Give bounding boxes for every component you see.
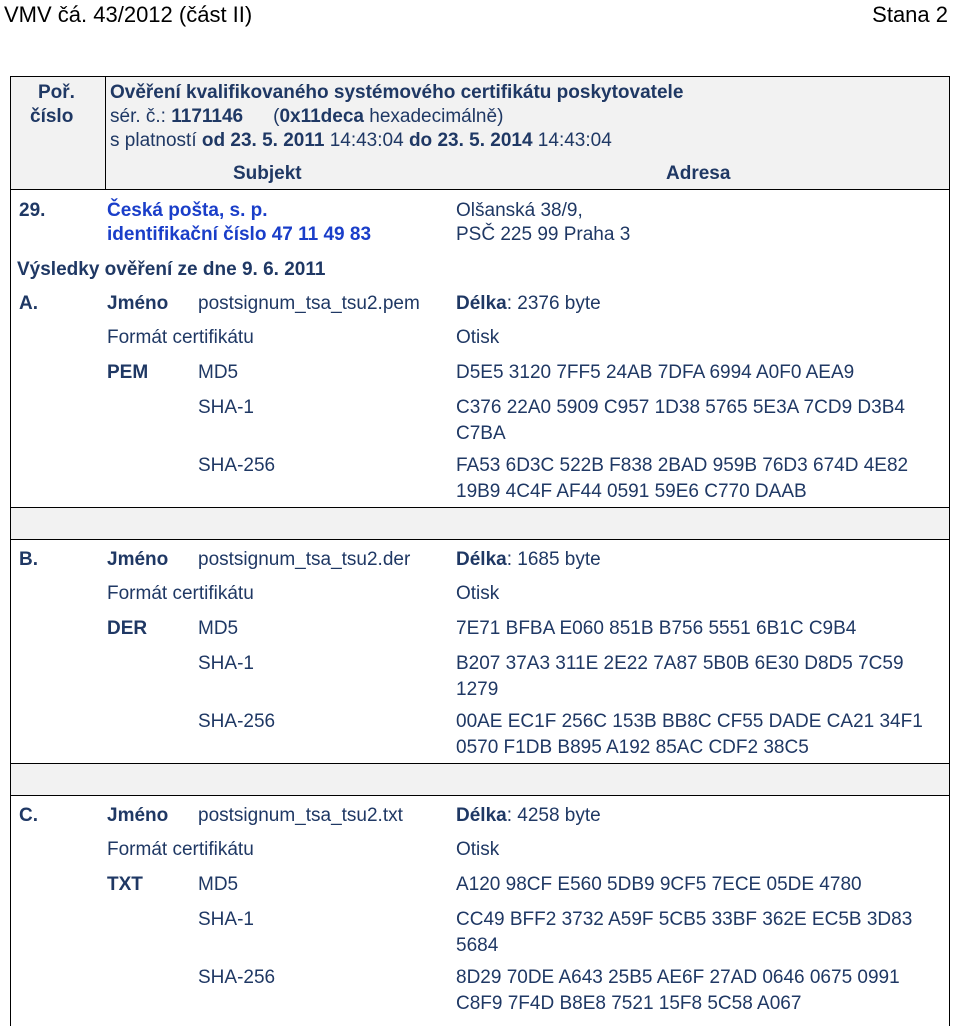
address-line-2: PSČ 225 99 Praha 3 bbox=[456, 224, 631, 245]
cert-format: TXT bbox=[107, 874, 143, 895]
jmeno-label: Jméno bbox=[107, 549, 169, 570]
otisk-header: Otisk bbox=[456, 327, 500, 348]
header-divider bbox=[10, 189, 950, 190]
otisk-header: Otisk bbox=[456, 839, 500, 860]
section-a-bottom bbox=[10, 507, 950, 508]
table-right-border bbox=[949, 76, 950, 1026]
section-b-bottom bbox=[10, 763, 950, 764]
subject-name: Česká pošta, s. p. bbox=[107, 200, 268, 221]
page-header-right: Stana 2 bbox=[872, 2, 948, 27]
address-line-1: Olšanská 38/9, bbox=[456, 200, 583, 221]
format-header: Formát certifikátu bbox=[107, 583, 254, 604]
jmeno-label: Jméno bbox=[107, 293, 169, 314]
section-letter: C. bbox=[19, 805, 38, 826]
section-c-top bbox=[10, 795, 950, 796]
hash-algo: SHA-1 bbox=[198, 397, 254, 418]
hash-algo: MD5 bbox=[198, 874, 239, 895]
file-length: Délka: 2376 byte bbox=[456, 293, 601, 314]
serial-number: sér. č.: 1171146 (0x11deca hexadecimálně) bbox=[110, 106, 504, 127]
cert-format: PEM bbox=[107, 362, 149, 383]
subject-id: identifikační číslo 47 11 49 83 bbox=[107, 224, 372, 245]
hash-algo: SHA-1 bbox=[198, 653, 254, 674]
hash-value: C376 22A0 5909 C957 1D38 5765 5E3A 7CD9 D3B4 C7BA bbox=[456, 397, 905, 444]
otisk-header: Otisk bbox=[456, 583, 500, 604]
hash-value: 00AE EC1F 256C 153B BB8C CF55 DADE CA21 34F1 0570 F1DB B895 A192 85AC CDF2 38C5 bbox=[456, 711, 923, 758]
format-header: Formát certifikátu bbox=[107, 839, 254, 860]
spacer-band-b bbox=[11, 763, 949, 795]
hash-value: 7E71 BFBA E060 851B B756 5551 6B1C C9B4 bbox=[456, 618, 857, 639]
entry-number: 29. bbox=[19, 200, 46, 221]
column-divider bbox=[105, 76, 106, 189]
hash-value: B207 37A3 311E 2E22 7A87 5B0B 6E30 D8D5 7C59 1279 bbox=[456, 653, 904, 700]
table-left-border bbox=[10, 76, 11, 1026]
file-length: Délka: 1685 byte bbox=[456, 549, 601, 570]
jmeno-label: Jméno bbox=[107, 805, 169, 826]
spacer-band-a bbox=[11, 507, 949, 539]
col-cislo-label: číslo bbox=[30, 106, 74, 127]
file-name: postsignum_tsa_tsu2.der bbox=[198, 549, 411, 570]
section-b-top bbox=[10, 539, 950, 540]
hash-value: A120 98CF E560 5DB9 9CF5 7ECE 05DE 4780 bbox=[456, 874, 862, 895]
hash-algo: SHA-256 bbox=[198, 711, 276, 732]
verification-date: Výsledky ověření ze dne 9. 6. 2011 bbox=[17, 259, 326, 280]
section-letter: B. bbox=[19, 549, 38, 570]
hash-algo: SHA-256 bbox=[198, 967, 276, 988]
cert-format: DER bbox=[107, 618, 148, 639]
subjekt-header: Subjekt bbox=[233, 163, 302, 184]
hash-algo: MD5 bbox=[198, 618, 239, 639]
format-header: Formát certifikátu bbox=[107, 327, 254, 348]
table-top-border bbox=[10, 76, 950, 77]
adresa-header: Adresa bbox=[666, 163, 731, 184]
file-length: Délka: 4258 byte bbox=[456, 805, 601, 826]
file-name: postsignum_tsa_tsu2.pem bbox=[198, 293, 420, 314]
hash-value: FA53 6D3C 522B F838 2BAD 959B 76D3 674D 4E82 19B9 4C4F AF44 0591 59E6 C770 DAAB bbox=[456, 455, 909, 502]
hash-value: D5E5 3120 7FF5 24AB 7DFA 6994 A0F0 AEA9 bbox=[456, 362, 855, 383]
file-name: postsignum_tsa_tsu2.txt bbox=[198, 805, 403, 826]
validity-period: s platností od 23. 5. 2011 14:43:04 do 23. 5. 2014 14:43:04 bbox=[110, 130, 612, 151]
section-letter: A. bbox=[19, 293, 38, 314]
hash-algo: SHA-256 bbox=[198, 455, 276, 476]
hash-algo: MD5 bbox=[198, 362, 239, 383]
page-header-left: VMV čá. 43/2012 (část II) bbox=[4, 2, 253, 27]
col-por-label: Poř. bbox=[38, 82, 75, 103]
verification-title: Ověření kvalifikovaného systémového certifikátu poskytovatele bbox=[110, 82, 684, 103]
hash-algo: SHA-1 bbox=[198, 909, 254, 930]
hash-value: CC49 BFF2 3732 A59F 5CB5 33BF 362E EC5B 3D83 5684 bbox=[456, 909, 913, 956]
hash-value: 8D29 70DE A643 25B5 AE6F 27AD 0646 0675 0991 C8F9 7F4D B8E8 7521 15F8 5C58 A067 bbox=[456, 967, 900, 1014]
